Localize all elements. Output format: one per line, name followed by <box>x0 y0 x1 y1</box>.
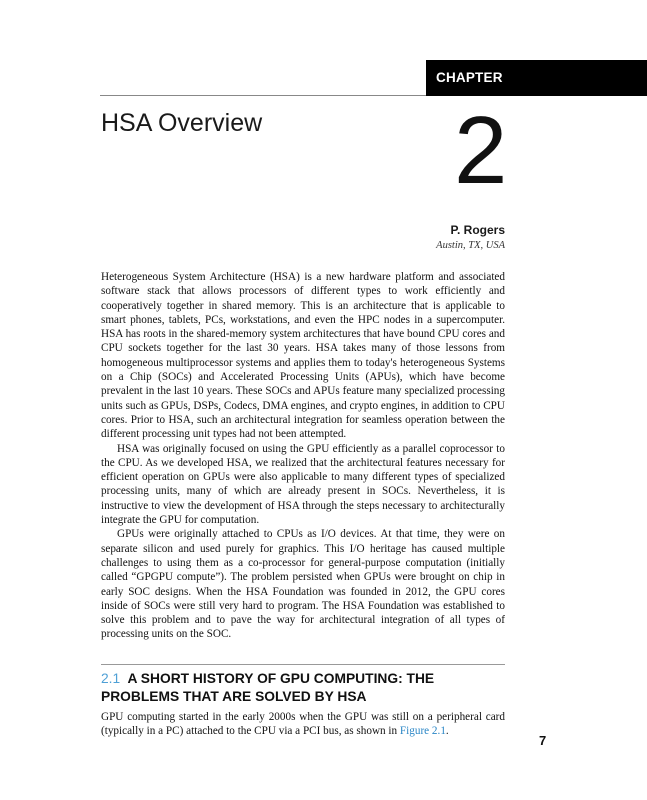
author-affiliation: Austin, TX, USA <box>436 240 505 251</box>
header-rule <box>100 95 426 96</box>
section-title: A SHORT HISTORY OF GPU COMPUTING: THE PROBLEMS THAT ARE SOLVED BY HSA <box>101 671 435 704</box>
chapter-label: CHAPTER <box>426 60 647 96</box>
figure-link[interactable]: Figure 2.1 <box>399 725 446 738</box>
page-number: 7 <box>539 733 547 748</box>
body-text <box>101 270 505 642</box>
paragraph: HSA was originally focused on using the GPU efficiently as a parallel coprocessor to the CPU. As we developed HSA, we realized that the architectural features necessary for efficient operation on GPUs were also applicable to many different types of specialized processing units, many of which are already present in SOCs. Nevertheless, it is instructive to view the development of HSA through the steps necessary to architecturally integrate the GPU for computation. <box>101 442 505 527</box>
paragraph: Heterogeneous System Architecture (HSA) is a new hardware platform and associated software stack that allows processors of different types to work efficiently and cooperatively together in shared memory. This is an architecture that is applicable to smart phones, tablets, PCs, workstations, and even the HPC nodes in a supercomputer. HSA has roots in the shared-memory system architectures that have bound CPU cores and CPU sockets together for the last 30 years. HSA takes many of those lessons from homogeneous multiprocessor systems and applies them to today's heterogeneous Systems on a Chip (SOCs) and Accelerated Processing Units (APUs), which have become prevalent in the last 10 years. These SOCs and APUs feature many specialized processing units such as GPUs, DSPs, Codecs, DMA engines, and crypto engines, in addition to CPU cores. Prior to HSA, such an architectural integration for seamless operation between the different processing unit types had not been attempted. <box>101 271 505 441</box>
paragraph <box>101 710 505 739</box>
chapter-title: HSA Overview <box>101 109 263 137</box>
section-body-end: . <box>445 725 449 738</box>
section-number: 2.1 <box>101 671 121 686</box>
author-name: P. Rogers <box>450 223 505 237</box>
section-heading <box>101 670 505 706</box>
paragraph: GPUs were originally attached to CPUs as I/O devices. At that time, they were on separate silicon and used purely for graphics. This I/O heritage has caused multiple challenges to using them as a co-processor for general-purpose computation (initially called “GPGPU compute”). The problem persisted when GPUs were brought on chip in early SOC designs. When the HSA Foundation was founded in 2012, the GPU cores inside of SOCs were still very hard to program. The HSA Foundation was established to solve this problem and to pave the way for architectural integration of all types of processing units on the SOC. <box>101 528 505 641</box>
section-rule <box>101 664 505 665</box>
author-block <box>436 223 505 251</box>
chapter-number: 2 <box>454 97 508 204</box>
section-body <box>101 710 505 739</box>
section-body-text: GPU computing started in the early 2000s when the GPU was still on a peripheral card (typically in a PC) attached to the CPU via a PCI bus, as shown in <box>101 711 505 738</box>
